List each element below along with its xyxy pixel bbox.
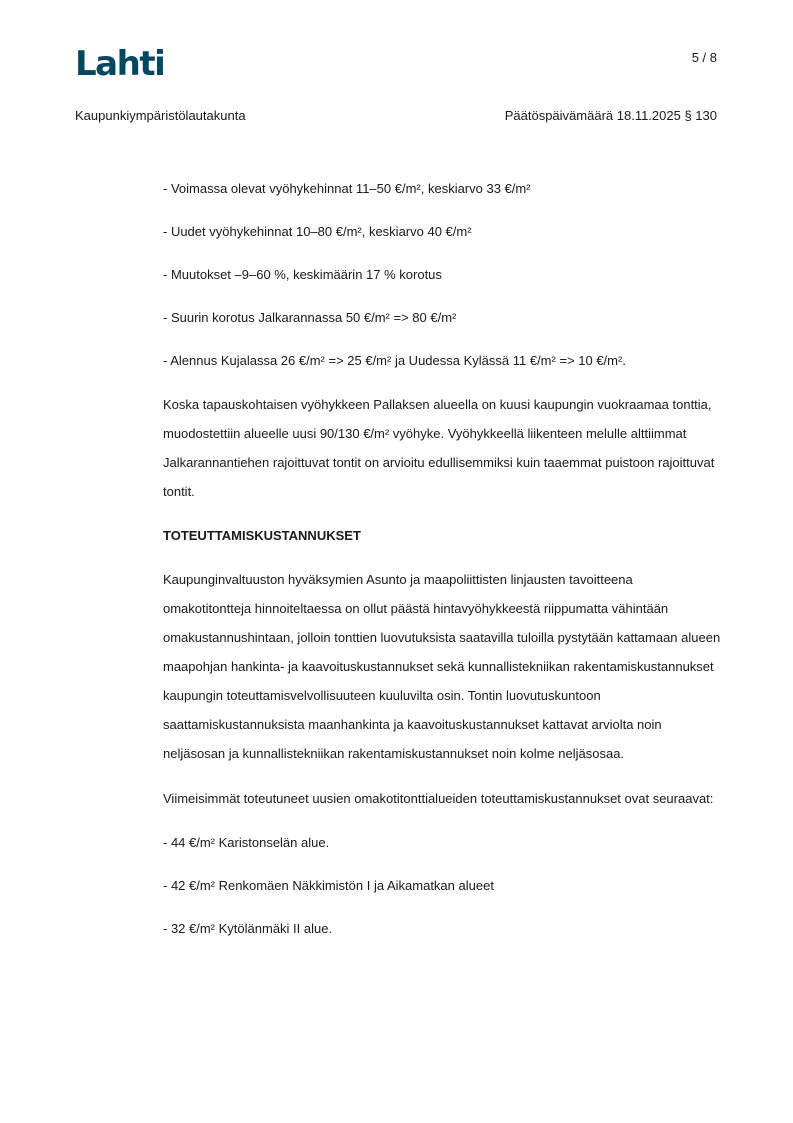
paragraph-pallas-zone: Koska tapauskohtaisen vyöhykkeen Pallaksen alueella on kuusi kaupungin vuokraamaa tonttia, muodostettiin alueelle uusi 90/130 €/m² vyöhyke. Vyöhykkeellä liikenteen melulle alttiimmat Jalkarannantiehen rajoittuvat tontit on arvioitu edullisemmiksi kuin taaemmat puistoon rajoittuvat tontit. — [163, 397, 715, 499]
paragraph-implementation-costs: Kaupunginvaltuuston hyväksymien Asunto ja maapoliittisten linjausten tavoitteena omakotitontteja hinnoiteltaessa on ollut päästä hintavyöhykkeestä riippumatta vähintään omakustannushintaan, jolloin tonttien luovutuksista saatavilla tuloilla pystytään kattamaan alueen maapohjan hankinta- ja kaavoituskustannukset sekä kunnallistekniikan rakentamiskustannukset kaupungin toteuttamisvelvollisuuteen kuuluvilta osin. Tontin luovutuskuntoon saattamiskustannuksista maanhankinta ja kaavoituskustannukset kattavat arviolta noin neljäsosan ja kunnallistekniikan rakentamiskustannukset noin kolme neljäsosaa. — [163, 572, 721, 761]
document-body — [163, 175, 723, 958]
list-item: - 44 €/m² Karistonselän alue. — [163, 835, 330, 850]
organization-name: Kaupunkiympäristölautakunta — [75, 108, 246, 123]
list-item: - Uudet vyöhykehinnat 10–80 €/m², keskiarvo 40 €/m² — [163, 224, 472, 239]
paragraph-recent-costs: Viimeisimmät toteutuneet uusien omakotitonttialueiden toteuttamiskustannukset ovat seuraavat: — [163, 791, 714, 806]
list-item: - Alennus Kujalassa 26 €/m² => 25 €/m² ja Uudessa Kylässä 11 €/m² => 10 €/m². — [163, 353, 626, 368]
list-item: - Voimassa olevat vyöhykehinnat 11–50 €/m², keskiarvo 33 €/m² — [163, 181, 531, 196]
section-heading: TOTEUTTAMISKUSTANNUKSET — [163, 528, 361, 543]
list-item: - Muutokset –9–60 %, keskimäärin 17 % korotus — [163, 267, 442, 282]
lahti-logo: Lahti — [75, 44, 165, 84]
page-number: 5 / 8 — [691, 50, 717, 65]
list-item: - 32 €/m² Kytölänmäki II alue. — [163, 921, 333, 936]
list-item: - 42 €/m² Renkomäen Näkkimistön I ja Aikamatkan alueet — [163, 878, 494, 893]
decision-date: Päätöspäivämäärä 18.11.2025 § 130 — [504, 108, 717, 123]
list-item: - Suurin korotus Jalkarannassa 50 €/m² => 80 €/m² — [163, 310, 457, 325]
